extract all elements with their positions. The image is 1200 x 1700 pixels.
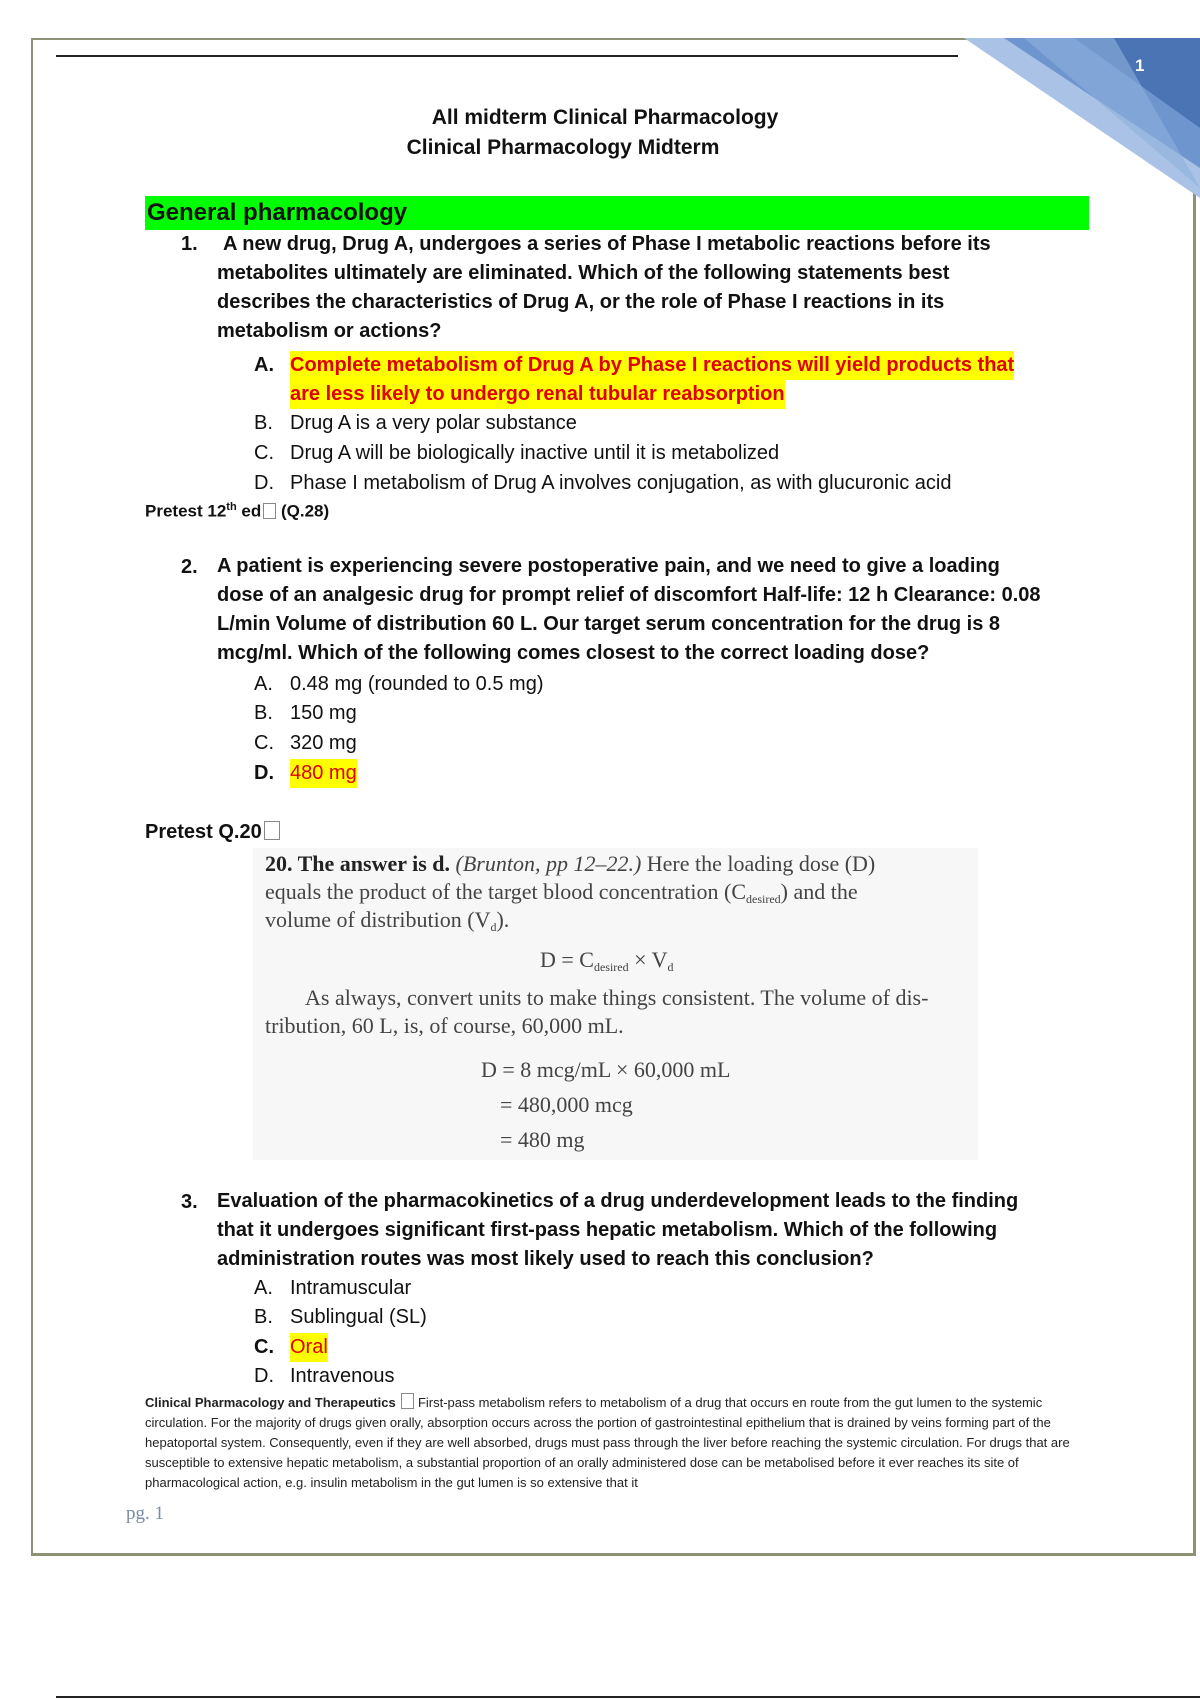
question-2-number: 2. <box>181 556 198 578</box>
source-prefix: Pretest 12 <box>145 501 227 521</box>
source-mid: ed <box>236 501 262 521</box>
question-1-source <box>145 501 329 522</box>
formula-text: × V <box>628 947 668 972</box>
excerpt-text: volume of distribution (V <box>265 907 491 932</box>
option-text: Intramuscular <box>290 1277 412 1299</box>
option-text-correct: Complete metabolism of Drug A by Phase I reactions will yield products that <box>290 351 1014 380</box>
question-1-line: metabolites ultimately are eliminated. Which of the following statements best <box>217 262 950 284</box>
source-suffix: (Q.28) <box>276 501 330 521</box>
question-2-source <box>145 821 280 844</box>
question-2-line: L/min Volume of distribution 60 L. Our target serum concentration for the drug is 8 <box>217 613 1001 635</box>
doc-title: All midterm Clinical Pharmacology <box>431 106 779 129</box>
missing-glyph-icon <box>263 503 276 519</box>
calculation-step: = 480 mg <box>500 1127 585 1152</box>
subscript: desired <box>746 892 781 906</box>
excerpt-text: ) and the <box>780 879 858 904</box>
option-text: 320 mg <box>290 732 357 754</box>
question-3-line: Evaluation of the pharmacokinetics of a drug underdevelopment leads to the finding <box>217 1190 1019 1212</box>
note-source: Clinical Pharmacology and Therapeutics <box>145 1395 396 1410</box>
option-letter: D. <box>254 1365 274 1387</box>
missing-glyph-icon <box>401 1393 414 1409</box>
excerpt-line-3 <box>265 906 509 941</box>
reference: (Brunton, pp 12–22.) <box>455 851 642 876</box>
question-2-line: dose of an analgesic drug for prompt relief of discomfort Half-life: 12 h Clearance: 0.08 <box>217 584 1041 606</box>
source-label: Pretest Q.20 <box>145 821 262 843</box>
question-1-line: describes the characteristics of Drug A, or the role of Phase I reactions in its <box>217 291 945 313</box>
option-letter: A. <box>254 1277 273 1299</box>
answer-label: 20. The answer is d. <box>265 851 451 876</box>
question-2-line: mcg/ml. Which of the following comes closest to the correct loading dose? <box>217 642 930 664</box>
question-1-line: A new drug, Drug A, undergoes a series of Phase I metabolic reactions before its <box>223 233 991 255</box>
subscript: d <box>490 920 497 934</box>
option-letter: B. <box>254 702 273 724</box>
option-letter: B. <box>254 412 273 434</box>
formula-text: D = C <box>540 947 594 972</box>
excerpt-text: ). <box>496 907 510 932</box>
page-number: 1 <box>1135 56 1145 75</box>
page-footer: pg. 1 <box>126 1503 164 1524</box>
excerpt-text: equals the product of the target blood concentration (C <box>265 879 747 904</box>
loading-dose-formula <box>540 946 674 981</box>
option-letter: B. <box>254 1306 273 1328</box>
doc-subtitle: Clinical Pharmacology Midterm <box>406 136 720 159</box>
question-3-line: that it undergoes significant first-pass hepatic metabolism. Which of the following <box>217 1219 998 1241</box>
missing-glyph-icon <box>264 821 280 840</box>
calculation-step: D = 8 mcg/mL × 60,000 mL <box>481 1057 731 1082</box>
option-letter: D. <box>254 762 274 784</box>
subscript: d <box>667 960 674 974</box>
next-page-rule <box>56 1696 1200 1698</box>
option-letter: C. <box>254 732 274 754</box>
option-text: 150 mg <box>290 702 357 724</box>
question-3-line: administration routes was most likely used to reach this conclusion? <box>217 1248 874 1270</box>
option-text: Intravenous <box>290 1365 395 1387</box>
option-letter: A. <box>254 673 273 695</box>
subscript: desired <box>593 960 629 974</box>
header-rule <box>56 55 958 57</box>
option-text-correct: 480 mg <box>290 759 357 788</box>
excerpt-paragraph-line: tribution, 60 L, is, of course, 60,000 mL. <box>265 1013 624 1038</box>
option-text: Phase I metabolism of Drug A involves conjugation, as with glucuronic acid <box>290 472 952 494</box>
calculation-step: = 480,000 mcg <box>500 1092 633 1117</box>
explanation-note <box>145 1393 1085 1493</box>
option-letter: A. <box>254 354 274 376</box>
option-text: Drug A will be biologically inactive until it is metabolized <box>290 442 780 464</box>
excerpt-line-1 <box>265 850 875 878</box>
option-letter: D. <box>254 472 274 494</box>
option-text: Drug A is a very polar substance <box>290 412 577 434</box>
question-1-line: metabolism or actions? <box>217 320 442 342</box>
section-heading: General pharmacology <box>145 196 1089 230</box>
option-text: 0.48 mg (rounded to 0.5 mg) <box>290 673 544 695</box>
answer-excerpt <box>253 848 978 1160</box>
excerpt-paragraph-line: As always, convert units to make things consistent. The volume of dis- <box>305 985 929 1010</box>
question-1-number: 1. <box>181 233 198 255</box>
note-text: First-pass metabolism refers to metabolism of a drug that occurs en route from the gut lumen to the systemic circulation. For the majority of drugs given orally, absorption occurs across the portion of gastrointestinal epithelium that is drained by veins forming part of the hepatoportal system. Consequently, even if they are well absorbed, drugs must pass through the liver before reaching the systemic circulation. For drugs that are susceptible to extensive hepatic metabolism, a substantial proportion of an orally administered dose can be metabolised before it ever reaches its site of pharmacological action, e.g. insulin metabolism in the gut lumen is so extensive that it <box>145 1395 1070 1490</box>
question-3-number: 3. <box>181 1191 198 1213</box>
option-text-correct: are less likely to undergo renal tubular reabsorption <box>290 380 785 409</box>
question-2-line: A patient is experiencing severe postoperative pain, and we need to give a loading <box>217 555 1000 577</box>
option-letter: C. <box>254 442 274 464</box>
option-text-correct: Oral <box>290 1333 328 1362</box>
source-superscript: th <box>226 501 237 513</box>
option-letter: C. <box>254 1336 274 1358</box>
option-text: Sublingual (SL) <box>290 1306 427 1328</box>
excerpt-text: Here the loading dose (D) <box>646 851 876 876</box>
